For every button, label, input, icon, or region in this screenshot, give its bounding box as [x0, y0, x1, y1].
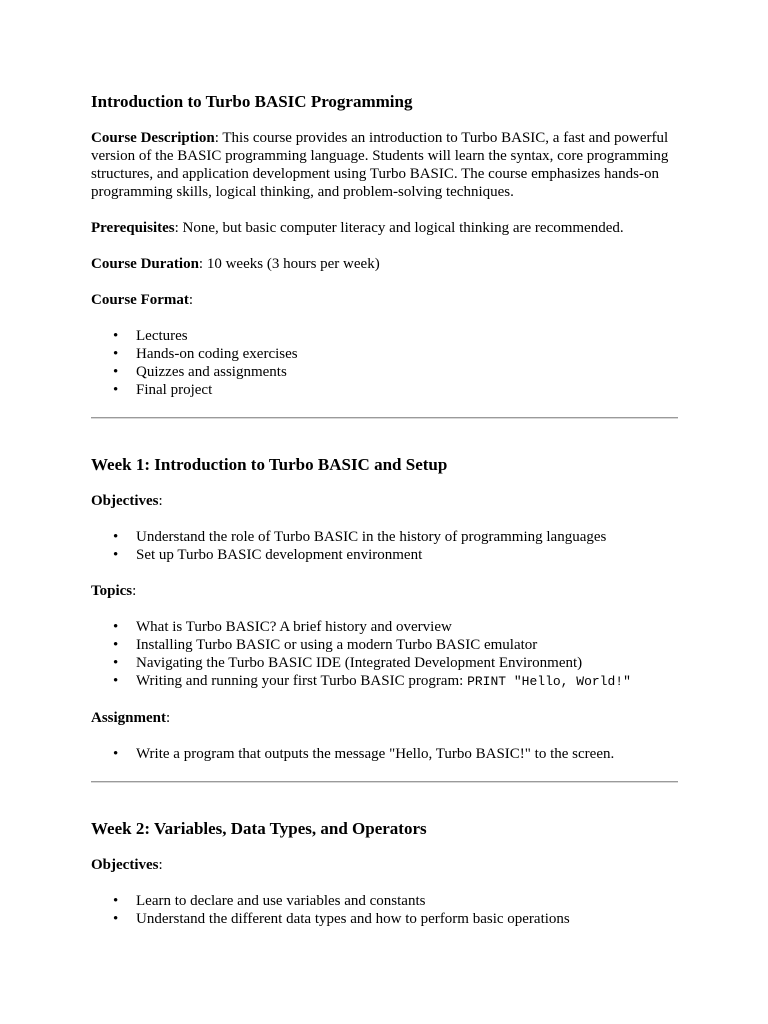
- prerequisites-label: Prerequisites: [91, 220, 175, 236]
- course-format-list: [91, 327, 678, 399]
- course-description-label: Course Description: [91, 130, 215, 146]
- course-duration: [91, 255, 678, 273]
- bullet-icon: •: [113, 328, 119, 344]
- course-title: Introduction to Turbo BASIC Programming: [91, 92, 413, 111]
- bullet-icon: •: [113, 364, 119, 380]
- list-item: [91, 892, 678, 910]
- bullet-icon: •: [113, 637, 119, 653]
- course-description: [91, 129, 678, 201]
- week1-objectives-label: Objectives: [91, 493, 159, 509]
- week1-topics-label: Topics: [91, 583, 133, 599]
- bullet-icon: •: [113, 547, 119, 563]
- list-item: [91, 618, 678, 636]
- week2-objectives-colon: :: [158, 857, 163, 873]
- bullet-icon: •: [113, 893, 119, 909]
- course-duration-text: : 10 weeks (3 hours per week): [198, 256, 380, 272]
- list-item: [91, 528, 678, 546]
- week1-assignment-label: Assignment: [91, 710, 167, 726]
- list-item-text: Final project: [136, 382, 213, 398]
- list-item: [91, 910, 678, 928]
- list-item-text: Installing Turbo BASIC or using a modern Turbo BASIC emulator: [136, 637, 538, 653]
- bullet-icon: •: [113, 655, 119, 671]
- course-format-colon: :: [188, 292, 194, 308]
- course-format-label: Course Format: [91, 292, 189, 308]
- list-item: [91, 636, 678, 654]
- week2-title: Week 2: Variables, Data Types, and Operators: [91, 819, 427, 838]
- list-item-text: Navigating the Turbo BASIC IDE (Integrated Development Environment): [136, 655, 583, 671]
- course-duration-label: Course Duration: [91, 256, 199, 272]
- list-item: [91, 745, 678, 763]
- week1-topics-list: [91, 618, 678, 691]
- section-divider: [91, 417, 678, 419]
- list-item-text: Set up Turbo BASIC development environment: [136, 547, 423, 563]
- week2-objectives-label: Objectives: [91, 857, 159, 873]
- week1-objectives-heading: [91, 492, 678, 510]
- bullet-icon: •: [113, 746, 119, 762]
- week1-objectives-list: [91, 528, 678, 564]
- week1-assignment-list: [91, 745, 678, 763]
- list-item: [91, 546, 678, 564]
- list-item: [91, 345, 678, 363]
- list-item-text: Write a program that outputs the message "Hello, Turbo BASIC!" to the screen.: [136, 746, 615, 762]
- list-item: [91, 363, 678, 381]
- prerequisites-text: : None, but basic computer literacy and logical thinking are recommended.: [174, 220, 624, 236]
- list-item-text: Lectures: [136, 328, 188, 344]
- list-item: [91, 327, 678, 345]
- bullet-icon: •: [113, 382, 119, 398]
- list-item-text: Writing and running your first Turbo BASIC program:: [136, 673, 468, 689]
- list-item-text: Quizzes and assignments: [136, 364, 287, 380]
- week1-topics-heading: [91, 582, 678, 600]
- list-item-text: Understand the role of Turbo BASIC in the history of programming languages: [136, 529, 607, 545]
- list-item-text: Hands-on coding exercises: [136, 346, 298, 362]
- list-item-text: Understand the different data types and how to perform basic operations: [136, 911, 570, 927]
- course-description-text: : This course provides an introduction to Turbo BASIC, a fast and powerful version of the BASIC programming language. Students will learn the syntax, core programming structures, and application development using Turbo BASIC. The course emphasizes hands-on programming skills, logical thinking, and problem-solving techniques.: [91, 130, 669, 200]
- prerequisites: [91, 219, 678, 237]
- bullet-icon: •: [113, 911, 119, 927]
- course-format-heading: [91, 291, 678, 309]
- section-divider: [91, 781, 678, 783]
- bullet-icon: •: [113, 619, 119, 635]
- week2-objectives-heading: [91, 856, 678, 874]
- week1-topics-colon: :: [132, 583, 137, 599]
- code-snippet: PRINT "Hello, World!": [467, 674, 631, 689]
- bullet-icon: •: [113, 673, 119, 689]
- list-item-text: Learn to declare and use variables and constants: [136, 893, 426, 909]
- list-item: [91, 654, 678, 672]
- list-item: [91, 381, 678, 399]
- week1-title: Week 1: Introduction to Turbo BASIC and Setup: [91, 455, 448, 474]
- bullet-icon: •: [113, 529, 119, 545]
- bullet-icon: •: [113, 346, 119, 362]
- week1-assignment-heading: [91, 709, 678, 727]
- week1-assignment-colon: :: [166, 710, 171, 726]
- week1-objectives-colon: :: [158, 493, 163, 509]
- week2-objectives-list: [91, 892, 678, 928]
- list-item-text: What is Turbo BASIC? A brief history and overview: [136, 619, 452, 635]
- list-item: [91, 672, 678, 691]
